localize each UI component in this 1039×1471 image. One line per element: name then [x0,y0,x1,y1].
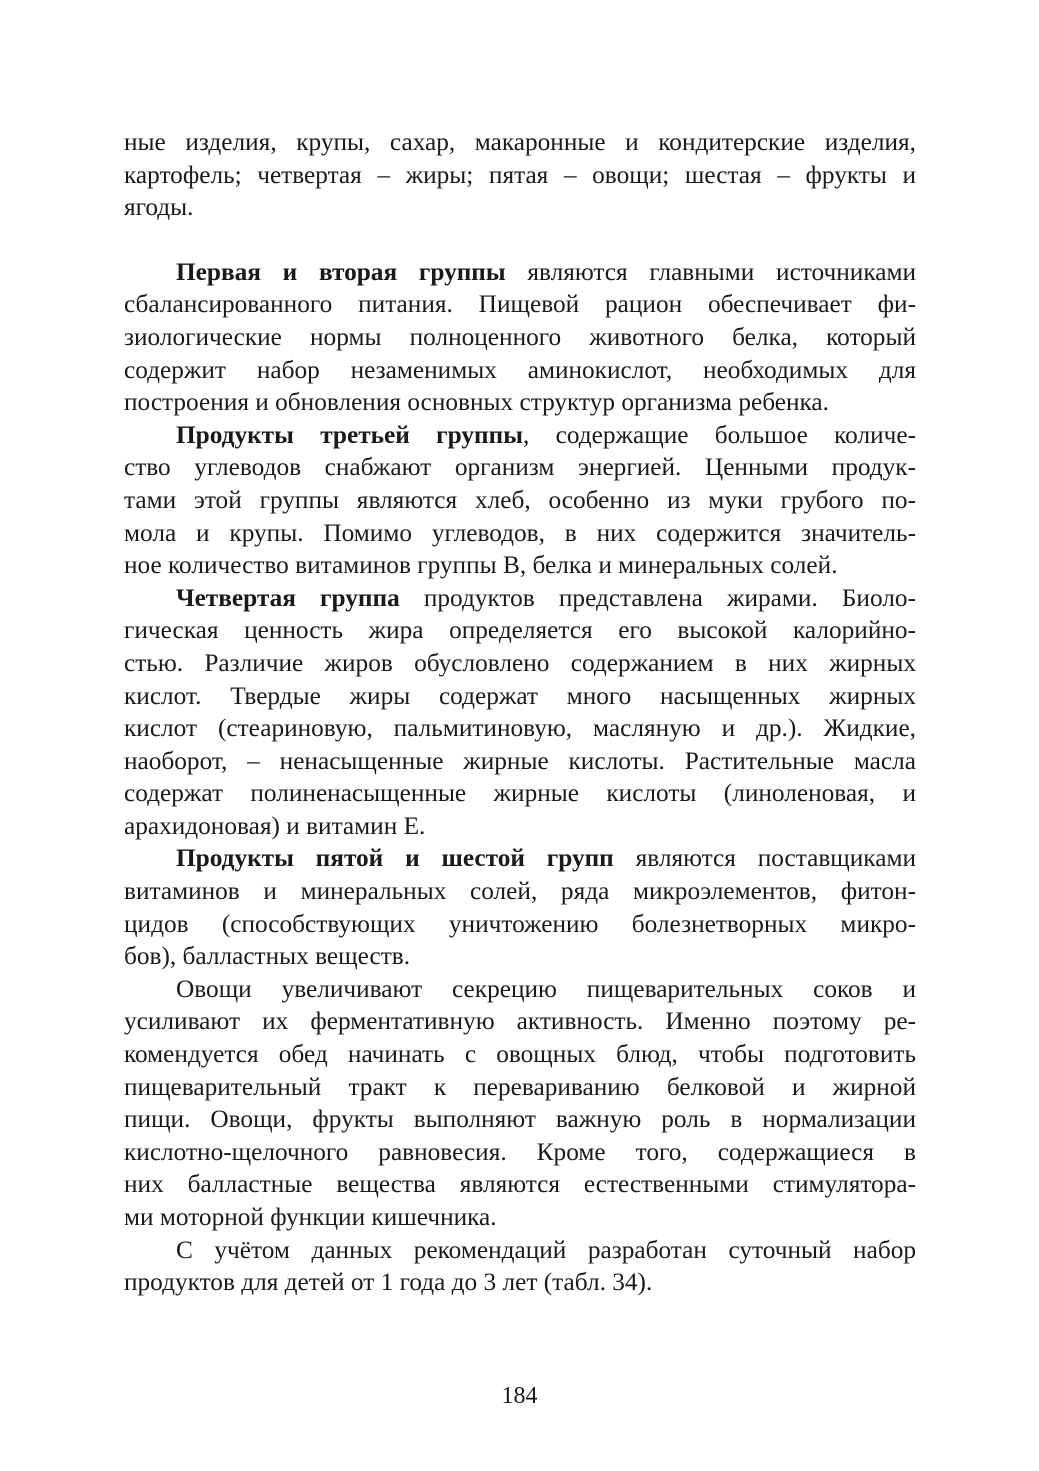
bold-heading: Продукты третьей группы [176,420,523,449]
text-line: мола и крупы. Помимо углеводов, в них содержится значитель- [124,518,916,547]
paragraph-third-group [124,419,916,582]
intro-paragraph [124,126,916,224]
text-line: наоборот, – ненасыщенные жирные кислоты. Растительные масла [124,746,916,775]
text-line: гическая ценность жира определяется его высокой калорийно- [124,616,916,645]
text-line: Овощи увеличивают секрецию пищеварительных соков и [176,974,916,1003]
text-fragment: являются поставщиками [613,844,916,873]
text-fragment: продуктов представлена жирами. Биоло- [399,583,916,612]
page-number: 184 [501,1383,538,1409]
text-line [124,419,916,452]
text-line: арахидоновая) и витамин Е. [124,811,426,840]
text-line: кислот. Твердые жиры содержат много насыщенных жирных [124,681,916,710]
paragraph-fourth-group [124,582,916,843]
bold-heading: Четвертая группа [176,583,400,612]
text-line: пищеварительный тракт к перевариванию белковой и жирной [124,1072,916,1101]
text-line: бов), балластных веществ. [124,942,411,971]
text-line: комендуется обед начинать с овощных блюд, чтобы подготовить [124,1040,916,1069]
text-line: зиологические нормы полноценного животного белка, который [124,322,916,351]
text-line: кислот (стеариновую, пальмитиновую, масляную и др.). Жидкие, [124,714,916,743]
text-line [124,842,916,875]
text-line: содержит набор незаменимых аминокислот, необходимых для [124,355,916,384]
text-line: ягоды. [124,193,194,222]
text-line: ное количество витаминов группы В, белка и минеральных солей. [124,551,838,580]
paragraph-vegetables [124,973,916,1234]
text-line: них балластные вещества являются естественными стимулятора- [124,1170,916,1199]
page-body [124,126,916,1299]
text-line: С учётом данных рекомендаций разработан суточный набор [176,1235,916,1264]
text-line [124,256,916,289]
text-fragment: являются главными источниками [505,257,917,286]
bold-heading: Первая и вторая группы [176,257,506,286]
text-line: содержат полиненасыщенные жирные кислоты (линоленовая, и [124,779,916,808]
text-line [124,582,916,615]
text-line: усиливают их ферментативную активность. Именно поэтому ре- [124,1007,916,1036]
text-fragment: , содержащие большое количе- [522,420,916,449]
text-line: построения и обновления основных структур организма ребенка. [124,388,829,417]
text-line: продуктов для детей от 1 года до 3 лет (табл. 34). [124,1268,653,1297]
text-line: кислотно-щелочного равновесия. Кроме того, содержащиеся в [124,1137,916,1166]
paragraph-fifth-sixth-groups [124,842,916,972]
text-line: ные изделия, крупы, сахар, макаронные и кондитерские изделия, [124,128,916,156]
text-line: картофель; четвертая – жиры; пятая – овощи; шестая – фрукты и [124,160,916,189]
paragraph-gap [124,224,916,256]
paragraph-first-second-groups [124,256,916,419]
text-line: пищи. Овощи, фрукты выполняют важную роль в нормализации [124,1105,916,1134]
text-line: стью. Различие жиров обусловлено содержанием в них жирных [124,648,916,677]
text-line: тами этой группы являются хлеб, особенно из муки грубого по- [124,485,916,514]
text-line: витаминов и минеральных солей, ряда микроэлементов, фитон- [124,877,916,906]
text-line: цидов (способствующих уничтожению болезнетворных микро- [124,909,916,938]
text-line: ство углеводов снабжают организм энергией. Ценными продук- [124,453,916,482]
text-line: сбалансированного питания. Пищевой рацион обеспечивает фи- [124,290,916,319]
bold-heading: Продукты пятой и шестой групп [176,844,614,873]
paragraph-recommendation [124,1234,916,1299]
text-line: ми моторной функции кишечника. [124,1203,497,1231]
